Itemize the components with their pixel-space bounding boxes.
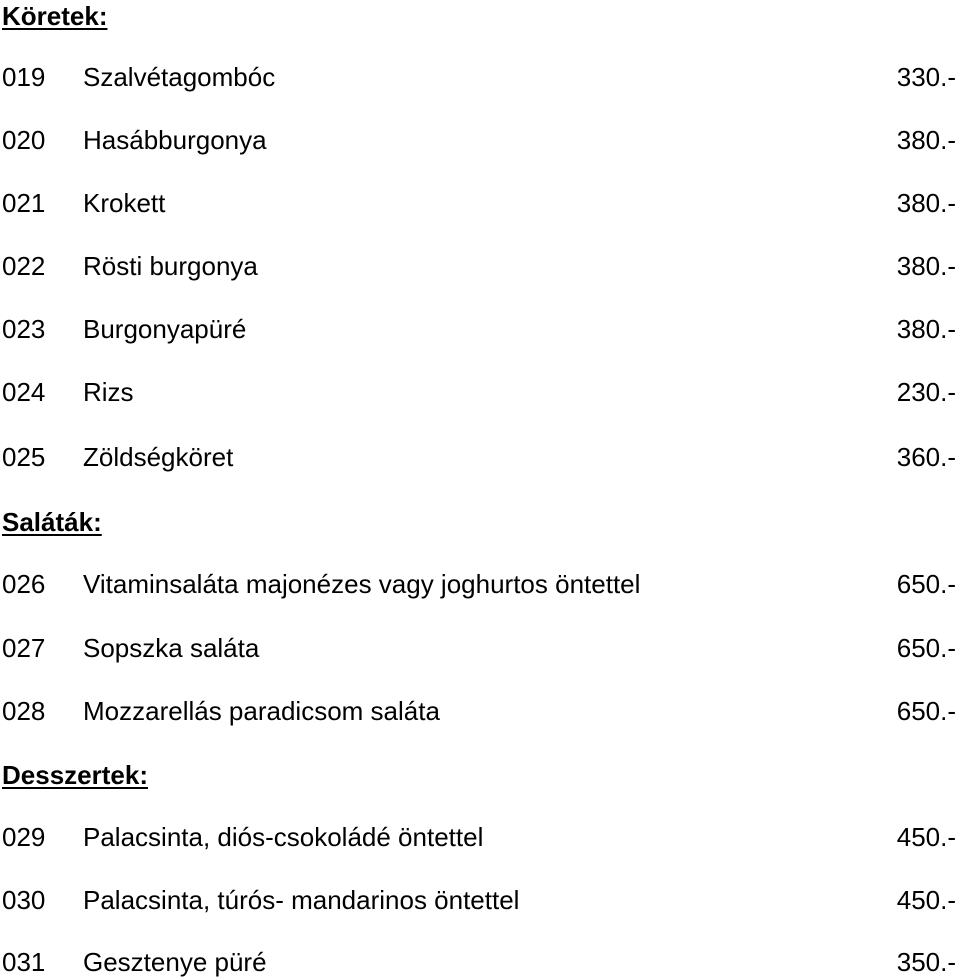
menu-item-row [0, 440, 960, 474]
menu-item-row [0, 375, 960, 409]
menu-item-row [0, 694, 960, 728]
item-code: 028 [2, 696, 46, 726]
menu-item-row [0, 186, 960, 220]
item-price: 230.- [896, 377, 956, 407]
item-price: 350.- [896, 947, 956, 977]
menu-item-row [0, 631, 960, 665]
item-price: 380.- [896, 251, 956, 281]
item-name: Gesztenye püré [83, 947, 267, 977]
menu-item-row [0, 945, 960, 979]
item-code: 024 [2, 377, 46, 407]
menu-item-row [0, 312, 960, 346]
item-code: 021 [2, 188, 46, 218]
item-code: 022 [2, 251, 46, 281]
item-name: Zöldségköret [83, 442, 234, 472]
item-code: 030 [2, 885, 46, 915]
item-code: 031 [2, 947, 46, 977]
item-name: Palacsinta, diós-csokoládé öntettel [83, 822, 484, 852]
menu-item-row [0, 60, 960, 94]
item-name: Szalvétagombóc [83, 62, 276, 92]
item-code: 026 [2, 569, 46, 599]
item-price: 330.- [896, 62, 956, 92]
item-price: 380.- [896, 188, 956, 218]
section-heading-salatak: Saláták: [2, 507, 102, 537]
item-code: 025 [2, 442, 46, 472]
item-code: 027 [2, 633, 46, 663]
item-price: 650.- [896, 696, 956, 726]
item-name: Sopszka saláta [83, 633, 260, 663]
item-code: 020 [2, 125, 46, 155]
menu-item-row [0, 820, 960, 854]
item-code: 029 [2, 822, 46, 852]
item-name: Vitaminsaláta majonézes vagy joghurtos öntettel [83, 569, 641, 599]
item-price: 650.- [896, 633, 956, 663]
item-name: Rösti burgonya [83, 251, 258, 281]
section-heading-desszertek: Desszertek: [2, 760, 148, 790]
item-name: Mozzarellás paradicsom saláta [83, 696, 440, 726]
menu-item-row [0, 123, 960, 157]
item-price: 450.- [896, 885, 956, 915]
item-name: Hasábburgonya [83, 125, 267, 155]
item-name: Burgonyapüré [83, 314, 247, 344]
menu-item-row [0, 883, 960, 917]
item-price: 450.- [896, 822, 956, 852]
item-code: 023 [2, 314, 46, 344]
item-price: 650.- [896, 569, 956, 599]
item-price: 380.- [896, 314, 956, 344]
section-heading-koretek: Köretek: [2, 1, 108, 31]
item-code: 019 [2, 62, 46, 92]
item-name: Krokett [83, 188, 166, 218]
menu-item-row [0, 567, 960, 601]
item-price: 380.- [896, 125, 956, 155]
menu-item-row [0, 249, 960, 283]
item-name: Rizs [83, 377, 134, 407]
item-price: 360.- [896, 442, 956, 472]
item-name: Palacsinta, túrós- mandarinos öntettel [83, 885, 520, 915]
